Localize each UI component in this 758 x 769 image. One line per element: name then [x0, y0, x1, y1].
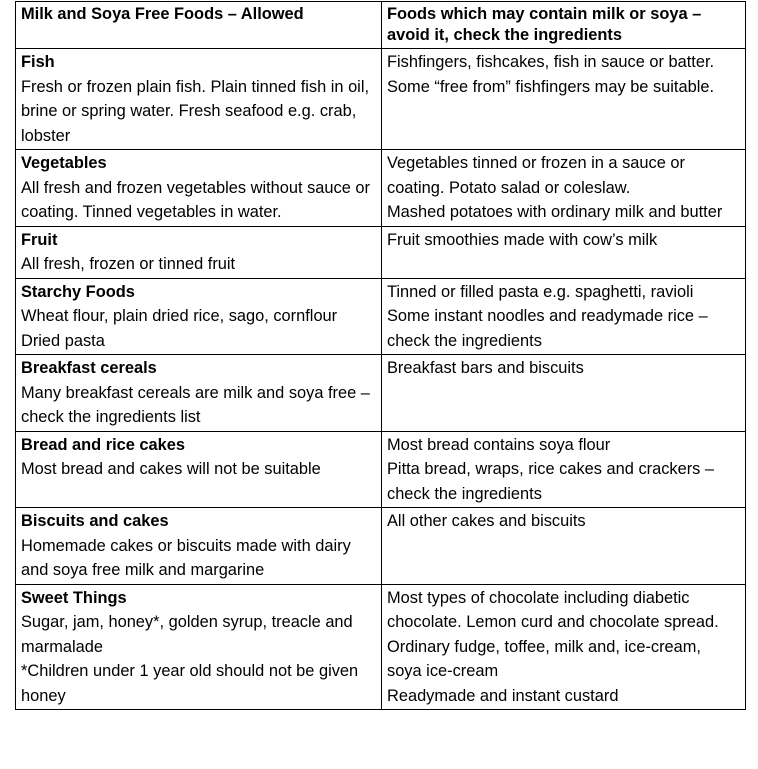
allowed-text: Most bread and cakes will not be suitable [21, 460, 321, 478]
allowed-cell [16, 150, 382, 227]
table-body [16, 49, 746, 710]
food-guide-table [15, 1, 746, 710]
category-title: Biscuits and cakes [21, 512, 169, 530]
category-title: Bread and rice cakes [21, 435, 186, 454]
avoid-cell [382, 584, 746, 710]
avoid-cell [382, 278, 746, 355]
allowed-text: Fresh or frozen plain fish. Plain tinned fish in oil, brine or spring water. Fresh seafood e.g. crab, lobster [21, 77, 370, 145]
table-row [16, 584, 746, 710]
allowed-text: Wheat flour, plain dried rice, sago, cornflour [21, 307, 338, 325]
table-row [16, 278, 746, 355]
allowed-cell [16, 278, 382, 355]
avoid-text: Most types of chocolate including diabetic chocolate. Lemon curd and chocolate spread. Ordinary fudge, toffee, milk and, ice-cream, soya ice-cream [387, 588, 719, 680]
category-title: Fruit [21, 230, 58, 249]
allowed-text: Sugar, jam, honey*, golden syrup, treacle and marmalade [21, 613, 353, 656]
table-row [16, 508, 746, 585]
allowed-cell [16, 584, 382, 710]
avoid-cell [382, 49, 746, 150]
table-row [16, 226, 746, 278]
allowed-text: *Children under 1 year old should not be given honey [21, 662, 359, 705]
table-row [16, 355, 746, 432]
category-title: Breakfast cereals [21, 359, 157, 377]
avoid-text: Vegetables tinned or frozen in a sauce or coating. Potato salad or coleslaw. [387, 154, 685, 197]
avoid-cell [382, 431, 746, 508]
allowed-cell [16, 431, 382, 508]
table-row [16, 150, 746, 227]
allowed-text: All fresh, frozen or tinned fruit [21, 255, 236, 273]
header-row [16, 2, 746, 49]
allowed-cell [16, 49, 382, 150]
avoid-text: Fruit smoothies made with cow’s milk [387, 230, 658, 249]
avoid-cell [382, 150, 746, 227]
avoid-cell [382, 226, 746, 278]
avoid-text: Most bread contains soya flour [387, 435, 611, 454]
avoid-text: Readymade and instant custard [387, 686, 619, 705]
allowed-text: Many breakfast cereals are milk and soya free – check the ingredients list [21, 383, 370, 426]
avoid-text: Breakfast bars and biscuits [387, 359, 584, 377]
table-row [16, 49, 746, 150]
avoid-text: All other cakes and biscuits [387, 512, 586, 530]
allowed-text: Homemade cakes or biscuits made with dairy and soya free milk and margarine [21, 536, 351, 579]
allowed-cell [16, 226, 382, 278]
category-title: Sweet Things [21, 588, 127, 607]
avoid-text: Fishfingers, fishcakes, fish in sauce or batter. Some “free from” fishfingers may be suitable. [387, 53, 715, 96]
allowed-text: Dried pasta [21, 331, 105, 350]
allowed-column-header: Milk and Soya Free Foods – Allowed [16, 2, 382, 49]
avoid-text: Pitta bread, wraps, rice cakes and crackers – check the ingredients [387, 460, 715, 503]
allowed-cell [16, 355, 382, 432]
category-title: Fish [21, 53, 55, 71]
allowed-cell [16, 508, 382, 585]
avoid-column-header: Foods which may contain milk or soya – avoid it, check the ingredients [382, 2, 746, 49]
avoid-text: Some instant noodles and readymade rice – check the ingredients [387, 307, 708, 350]
avoid-cell [382, 508, 746, 585]
avoid-text: Tinned or filled pasta e.g. spaghetti, ravioli [387, 282, 694, 301]
allowed-text: All fresh and frozen vegetables without sauce or coating. Tinned vegetables in water. [21, 178, 370, 221]
avoid-cell [382, 355, 746, 432]
avoid-text: Mashed potatoes with ordinary milk and butter [387, 203, 723, 221]
table-row [16, 431, 746, 508]
category-title: Starchy Foods [21, 282, 135, 301]
category-title: Vegetables [21, 154, 107, 172]
